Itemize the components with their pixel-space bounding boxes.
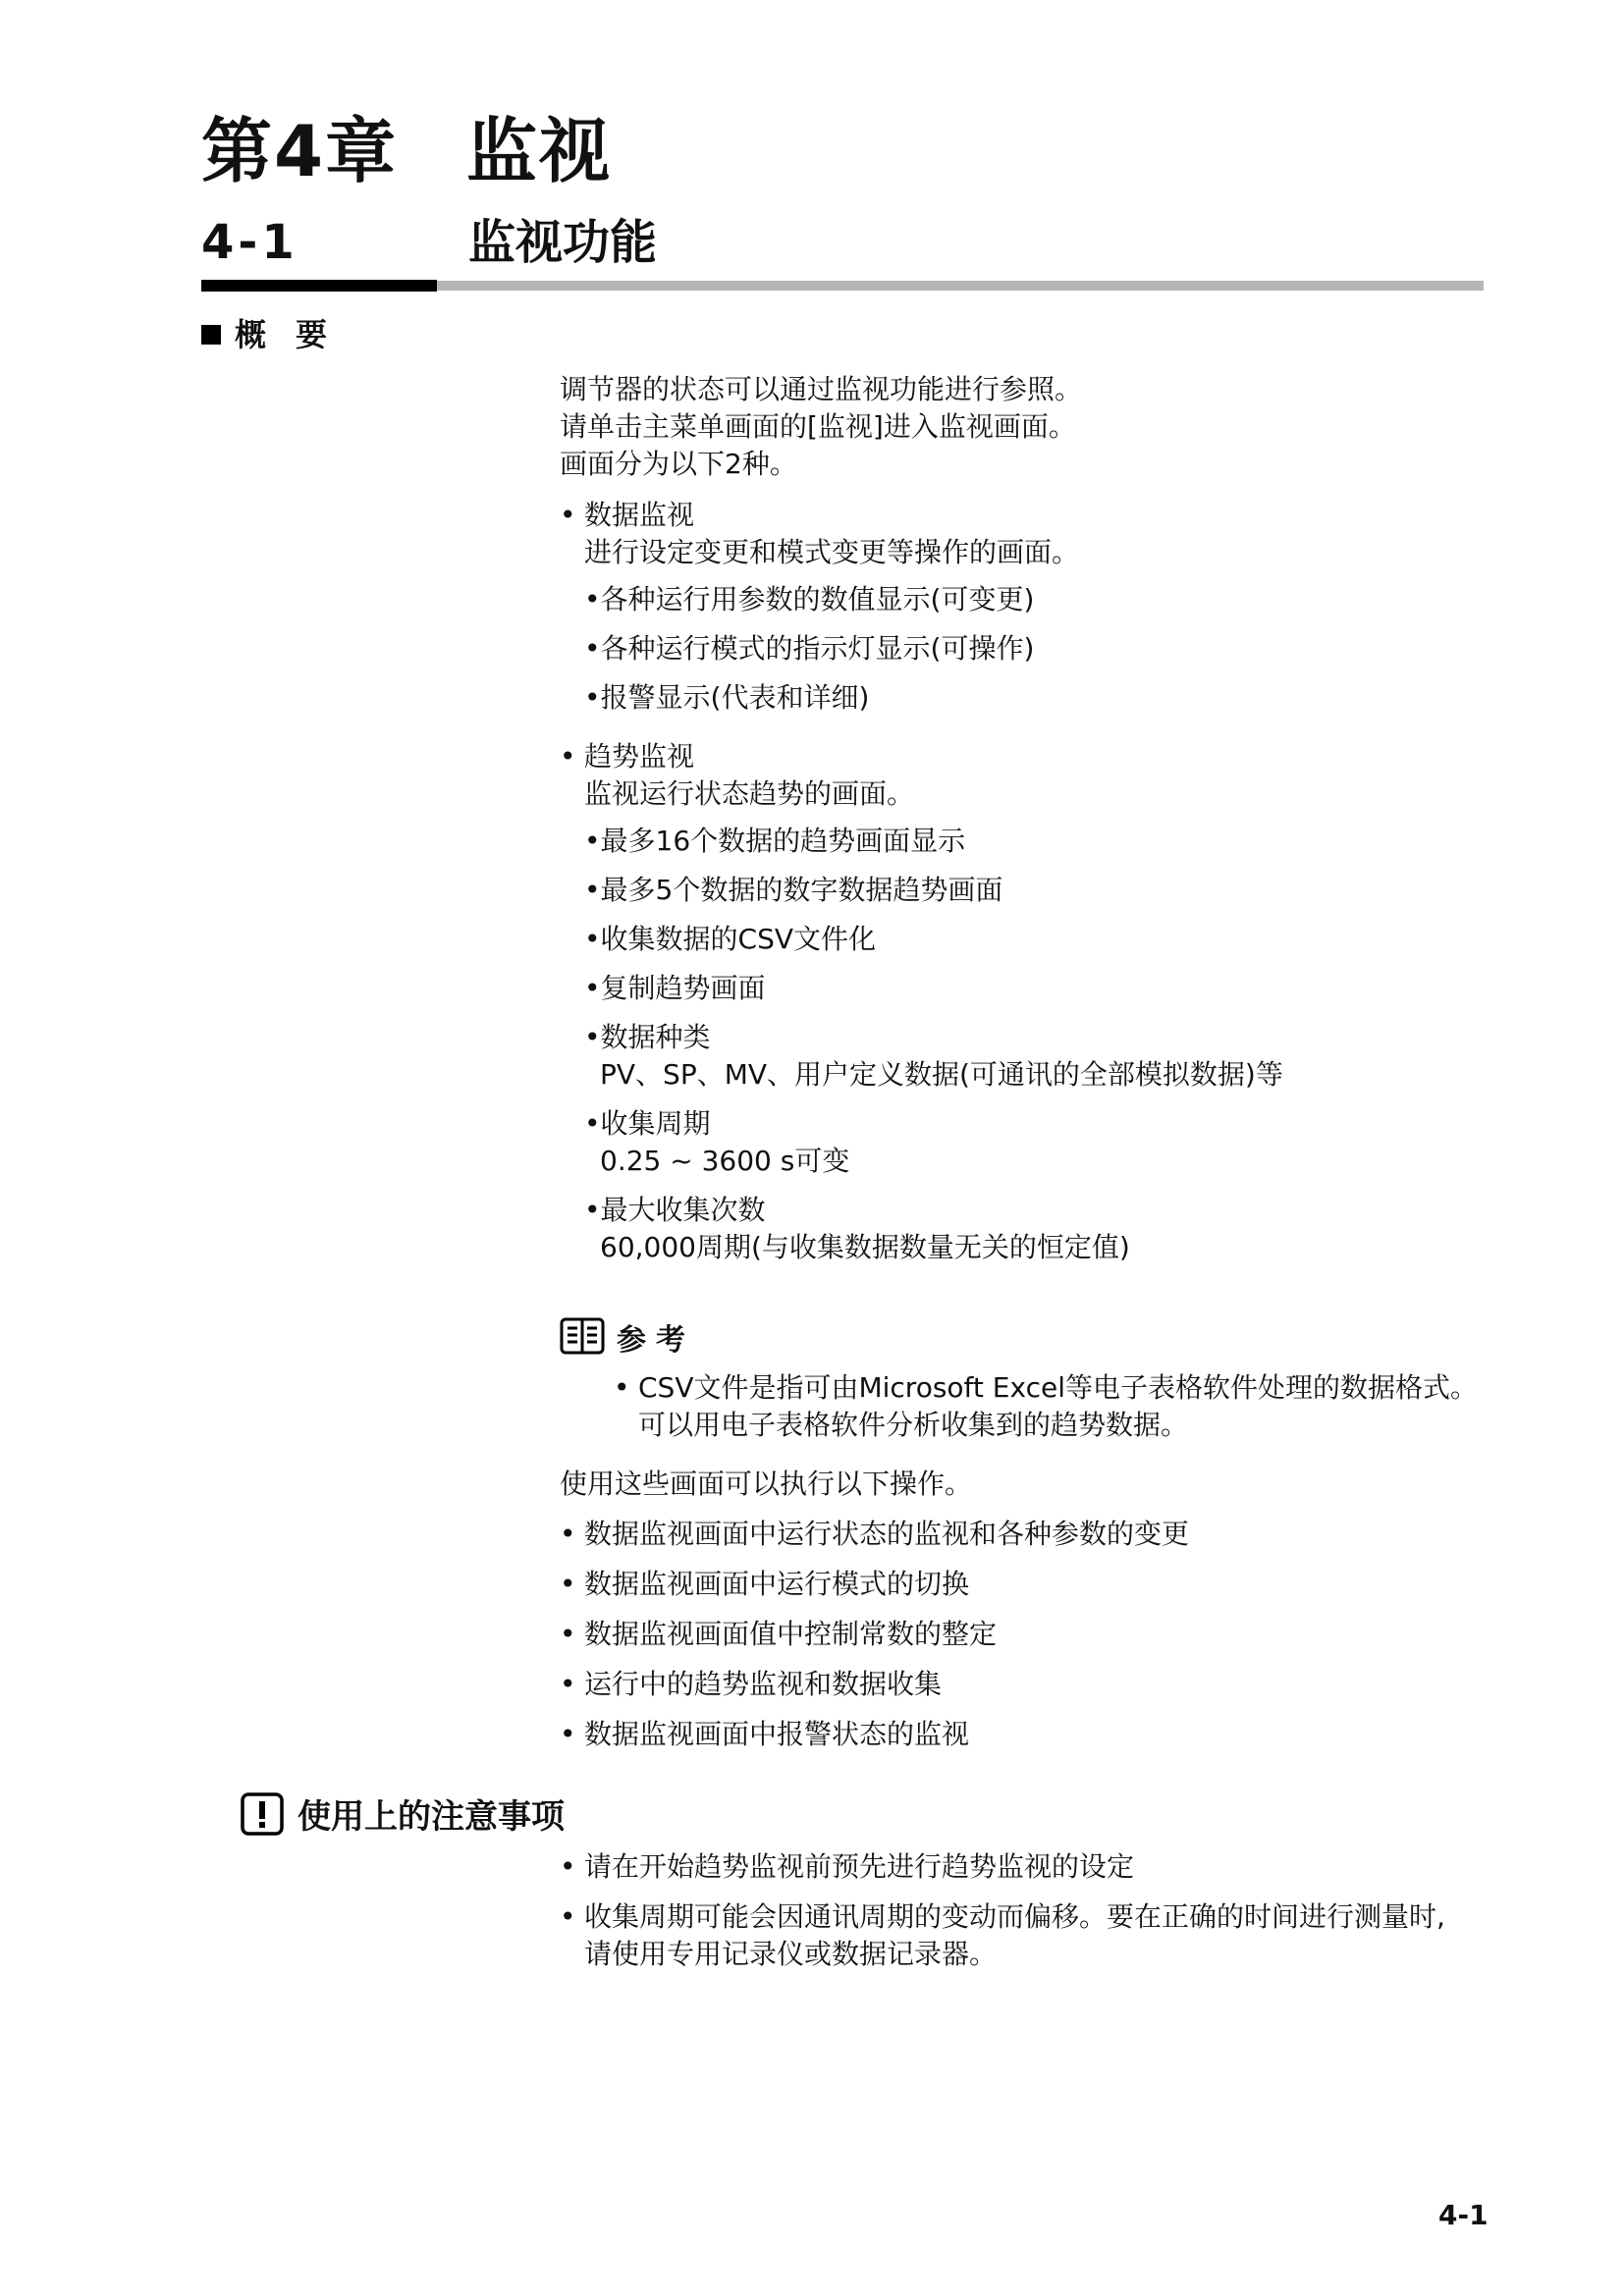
trend-monitor-description: 监视运行状态趋势的画面。 <box>584 777 915 810</box>
reference-body <box>614 1369 1478 1444</box>
list-item: •收集数据的CSV文件化 <box>584 923 876 955</box>
detail-label: •收集周期 <box>584 1107 711 1140</box>
reference-line: 可以用电子表格软件分析收集到的趋势数据。 <box>638 1409 1189 1441</box>
list-item: •各种运行用参数的数值显示(可变更) <box>584 583 1035 615</box>
operation-text: 数据监视画面中报警状态的监视 <box>584 1718 970 1750</box>
detail-label: •数据种类 <box>584 1021 711 1053</box>
notice-text-cont: 请使用专用记录仪或数据记录器。 <box>584 1938 998 1970</box>
list-item <box>560 1716 1189 1753</box>
detail-value: PV、SP、MV、用户定义数据(可通讯的全部模拟数据)等 <box>600 1058 1283 1091</box>
list-item-data-type <box>584 1019 1283 1094</box>
list-item: •最多5个数据的数字数据趋势画面 <box>584 874 1003 906</box>
operation-text: 数据监视画面值中控制常数的整定 <box>584 1618 998 1650</box>
bullet: • <box>560 1850 576 1883</box>
notice-heading-text: 使用上的注意事项 <box>298 1797 565 1837</box>
header-rule-dark <box>201 280 437 292</box>
operations-list <box>560 1516 1189 1753</box>
detail-value: 60,000周期(与收集数据数量无关的恒定值) <box>600 1231 1130 1263</box>
data-monitor-title-row <box>560 497 1079 534</box>
intro-line: 调节器的状态可以通过监视功能进行参照。 <box>560 373 1083 405</box>
bullet: • <box>560 1900 576 1933</box>
bullet: • <box>560 1618 576 1650</box>
list-item <box>560 1848 1445 1886</box>
bullet: • <box>560 499 576 531</box>
notice-heading <box>241 1789 565 1838</box>
data-monitor-items <box>584 581 1034 717</box>
notice-text: 收集周期可能会因通讯周期的变动而偏移。要在正确的时间进行测量时, <box>584 1900 1445 1933</box>
data-monitor-block <box>560 497 1079 571</box>
reference-line: CSV文件是指可由Microsoft Excel等电子表格软件处理的数据格式。 <box>638 1371 1478 1404</box>
trend-monitor-title: 趋势监视 <box>584 740 695 773</box>
bullet: • <box>560 1668 576 1700</box>
detail-value: 0.25 ~ 3600 s可变 <box>600 1145 850 1177</box>
list-item: •复制趋势画面 <box>584 972 766 1004</box>
list-item-collect-cycle <box>584 1105 1283 1180</box>
data-monitor-title: 数据监视 <box>584 499 695 531</box>
list-item: •各种运行模式的指示灯显示(可操作) <box>584 632 1035 665</box>
overview-heading-text: 概要 <box>235 316 357 353</box>
bullet: • <box>614 1371 630 1404</box>
list-item <box>560 1516 1189 1553</box>
reference-heading-text: 参考 <box>617 1323 695 1358</box>
book-icon <box>560 1317 605 1357</box>
caution-icon <box>241 1792 284 1836</box>
list-item: •最多16个数据的趋势画面显示 <box>584 825 966 857</box>
bullet: • <box>560 740 576 773</box>
notice-list <box>560 1848 1445 1973</box>
list-item-max-count <box>584 1192 1283 1266</box>
chapter-title <box>201 110 613 192</box>
notice-text: 请在开始趋势监视前预先进行趋势监视的设定 <box>584 1850 1135 1883</box>
chapter-label: 第4章 <box>201 110 399 192</box>
header-rule-gray <box>437 281 1484 291</box>
overview-heading <box>201 316 357 353</box>
chapter-name: 监视 <box>466 110 613 192</box>
reference-heading <box>560 1315 695 1359</box>
list-item <box>560 1666 1189 1703</box>
list-item <box>560 1898 1445 1936</box>
trend-monitor-block <box>560 738 914 813</box>
bullet: • <box>560 1518 576 1550</box>
trend-monitor-items <box>584 823 1283 1266</box>
operation-text: 数据监视画面中运行状态的监视和各种参数的变更 <box>584 1518 1190 1550</box>
bullet: • <box>560 1568 576 1600</box>
data-monitor-description: 进行设定变更和模式变更等操作的画面。 <box>584 536 1080 568</box>
square-bullet-icon <box>201 325 221 345</box>
section-title: 监视功能 <box>468 215 658 270</box>
overview-intro <box>560 371 1082 483</box>
list-item <box>560 1616 1189 1653</box>
bullet: • <box>560 1718 576 1750</box>
operation-text: 数据监视画面中运行模式的切换 <box>584 1568 970 1600</box>
intro-line: 画面分为以下2种。 <box>560 448 797 480</box>
operation-text: 运行中的趋势监视和数据收集 <box>584 1668 943 1700</box>
trend-monitor-title-row <box>560 738 914 775</box>
reference-line-row <box>614 1369 1478 1407</box>
page-number: 4-1 <box>1438 2199 1489 2231</box>
detail-label: •最大收集次数 <box>584 1194 766 1226</box>
list-item: •报警显示(代表和详细) <box>584 681 870 714</box>
list-item <box>560 1566 1189 1603</box>
section-number: 4-1 <box>201 215 298 270</box>
operations-intro: 使用这些画面可以执行以下操作。 <box>560 1468 973 1500</box>
intro-line: 请单击主菜单画面的[监视]进入监视画面。 <box>560 410 1076 443</box>
